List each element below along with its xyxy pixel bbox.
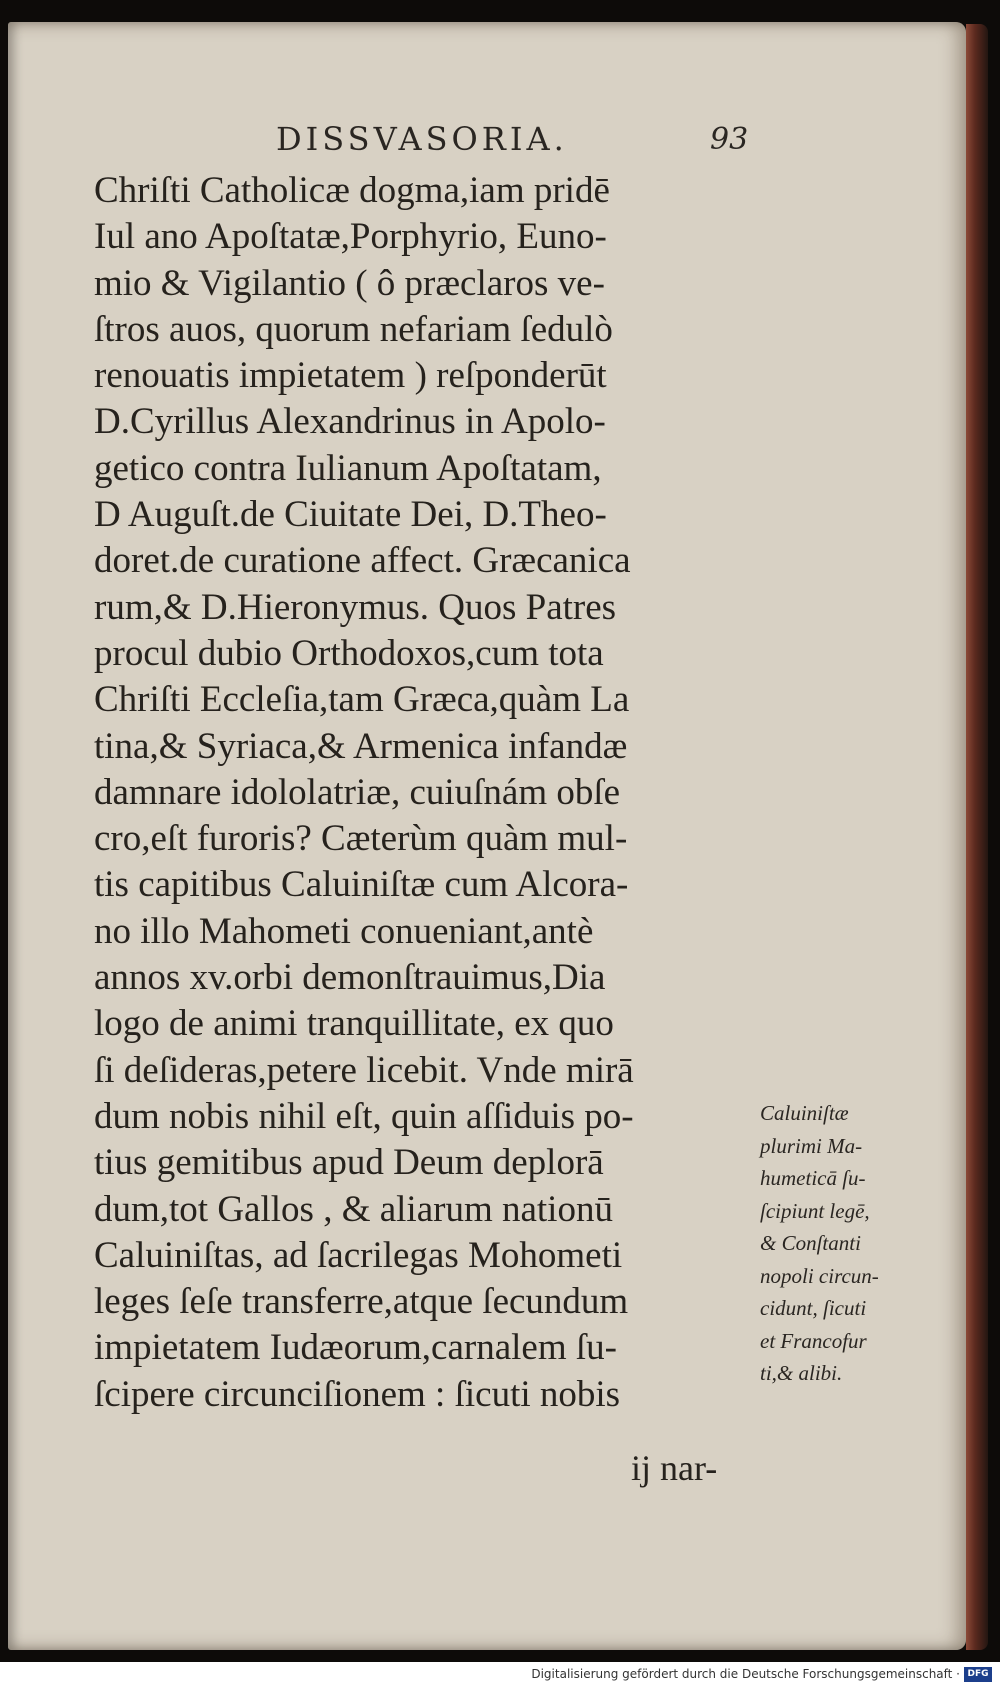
margin-note-line: & Conſtanti [760, 1231, 861, 1255]
text-line: renouatis impietatem ) reſponderūt [94, 355, 607, 397]
text-line: no illo Mahometi conueniant,antè [94, 910, 594, 952]
margin-note-line: et Francofur [760, 1328, 867, 1353]
text-line: annos xv.orbi demonſtrauimus,Dia [94, 957, 606, 999]
catchword: ij nar- [631, 1448, 718, 1488]
text-line: dum,tot Gallos , & aliarum nationū [94, 1188, 613, 1230]
text-line: Chriſti Catholicæ dogma,iam pridē [94, 170, 610, 211]
text-line: doret.de curatione affect. Græcanica [94, 540, 631, 582]
text-line: dum nobis nihil eſt, quin aſſiduis po- [94, 1095, 634, 1137]
text-line: tius gemitibus apud Deum deplorā [94, 1142, 604, 1184]
margin-note-line: humeticā ſu- [760, 1166, 866, 1190]
text-line: ſtros auos, quorum nefariam ſedulò [94, 308, 613, 350]
footer-bar [0, 1662, 1000, 1689]
text-line: ſcipere circunciſionem : ſicuti nobis [94, 1373, 621, 1415]
body-text [94, 168, 774, 1418]
text-line: ſi deſideras,petere licebit. Vnde mirā [94, 1049, 634, 1091]
text-line: Iul ano Apoſtatæ,Porphyrio, Euno- [94, 216, 607, 258]
text-line: D.Cyrillus Alexandrinus in Apolo- [94, 401, 606, 443]
margin-note-line: ti,& alibi. [760, 1361, 843, 1385]
text-line: logo de animi tranquillitate, ex quo [94, 1003, 614, 1045]
margin-note-line: nopoli circun- [760, 1263, 879, 1288]
footer-credit: Digitalisierung gefördert durch die Deutsche Forschungsgemeinschaft · [531, 1667, 960, 1681]
text-line: cro,eſt furoris? Cæterùm quàm mul- [94, 818, 628, 860]
text-line: damnare idololatriæ, cuiuſnám obſe [94, 771, 621, 813]
text-line: mio & Vigilantio ( ô præclaros ve- [94, 262, 605, 304]
text-line: D Auguſt.de Ciuitate Dei, D.Theo- [94, 494, 607, 536]
text-line: impietatem Iudæorum,carnalem ſu- [94, 1327, 617, 1369]
text-line: tina,& Syriaca,& Armenica infandæ [94, 725, 628, 767]
margin-note-line: plurimi Ma- [760, 1133, 863, 1158]
page-edge [966, 24, 988, 1650]
running-title: DISSVASORIA. [276, 120, 568, 158]
text-line: Caluiniſtas, ad ſacrilegas Mohometi [94, 1234, 623, 1276]
text-line: Chriſti Eccleſia,tam Græca,quàm La [94, 679, 630, 721]
margin-note [760, 1097, 920, 1390]
dfg-logo-icon: DFG [964, 1667, 992, 1682]
book-page [8, 22, 966, 1650]
page-number: 93 [710, 122, 749, 157]
text-line: tis capitibus Caluiniſtæ cum Alcora- [94, 864, 629, 906]
page-header [8, 120, 966, 160]
text-line: leges ſeſe transferre,atque ſecundum [94, 1281, 629, 1323]
text-line: rum,& D.Hieronymus. Quos Patres [94, 586, 617, 628]
text-line: procul dubio Orthodoxos,cum tota [94, 632, 604, 674]
margin-note-line: ſcipiunt legē, [760, 1198, 870, 1223]
text-line: getico contra Iulianum Apoſtatam, [94, 447, 602, 489]
margin-note-line: cidunt, ſicuti [760, 1296, 867, 1320]
margin-note-line: Caluiniſtæ [760, 1101, 849, 1125]
